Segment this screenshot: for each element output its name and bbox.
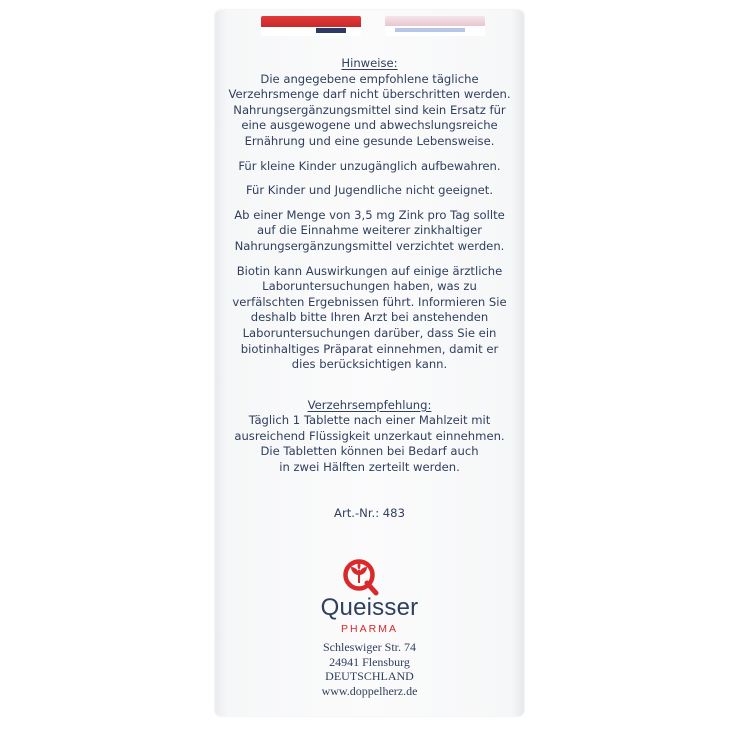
top-flap-red-print <box>261 16 361 36</box>
hinweise-line: Nahrungsergänzungsmittel verzichtet werden. <box>234 238 505 253</box>
verzehrsempfehlung-line: ausreichend Flüssigkeit unzerkaut einnehmen. <box>234 428 505 443</box>
hinweise-line: Verzehrsmenge darf nicht überschritten werden. <box>228 87 511 102</box>
hinweise-line: Ab einer Menge von 3,5 mg Zink pro Tag sollte <box>234 207 505 222</box>
hinweise-line: Biotin kann Auswirkungen auf einige ärztliche <box>236 263 503 278</box>
address-street: Schleswiger Str. 74 <box>323 640 416 654</box>
hinweise-line: verfälschten Ergebnissen führt. Informieren Sie <box>232 294 507 309</box>
hinweise-line: Die angegebene empfohlene tägliche <box>260 71 479 86</box>
brand-subtitle: PHARMA <box>341 623 398 635</box>
top-flap-pink-print <box>385 16 485 36</box>
hinweise-line: dies berücksichtigen kann. <box>291 357 448 372</box>
address-country: DEUTSCHLAND <box>325 669 414 683</box>
address-website: www.doppelherz.de <box>321 683 418 698</box>
company-address <box>215 640 524 698</box>
verzehrsempfehlung-line: Die Tabletten können bei Bedarf auch <box>260 444 479 459</box>
hinweise-line: Ernährung und eine gesunde Lebensweise. <box>244 133 495 148</box>
brand-name: Queisser <box>320 594 419 621</box>
hinweise-line: Laboruntersuchungen haben, was zu <box>262 279 477 294</box>
hinweise-line: eine ausgewogene und abwechslungsreiche <box>241 118 498 133</box>
label-text <box>215 56 524 521</box>
verzehrsempfehlung-line: Täglich 1 Tablette nach einer Mahlzeit mit <box>248 413 491 428</box>
verzehrsempfehlung-heading: Verzehrsempfehlung: <box>307 397 432 412</box>
hinweise-line: Für Kinder und Jugendliche nicht geeignet. <box>245 183 494 198</box>
hinweise-line: deshalb bitte Ihren Arzt bei anstehenden <box>250 310 489 325</box>
top-flap-print <box>255 16 485 38</box>
address-city: 24941 Flensburg <box>329 654 410 669</box>
queisser-q-leaf-logo-icon <box>340 556 380 596</box>
hinweise-heading: Hinweise: <box>341 56 398 70</box>
hinweise-line: Nahrungsergänzungsmittel sind kein Ersatz für <box>233 102 506 117</box>
hinweise-line: auf die Einnahme weiterer zinkhaltiger <box>256 223 483 238</box>
hinweise-line: biotinhaltiges Präparat einnehmen, damit er <box>240 341 499 356</box>
hinweise-line: Für kleine Kinder unzugänglich aufbewahren. <box>238 158 501 173</box>
hinweise-line: Laboruntersuchungen darüber, dass Sie ein <box>242 325 497 340</box>
article-number: Art.-Nr.: 483 <box>334 505 405 520</box>
verzehrsempfehlung-line: in zwei Hälften zerteilt werden. <box>279 460 460 475</box>
product-box-back-panel <box>215 10 524 716</box>
